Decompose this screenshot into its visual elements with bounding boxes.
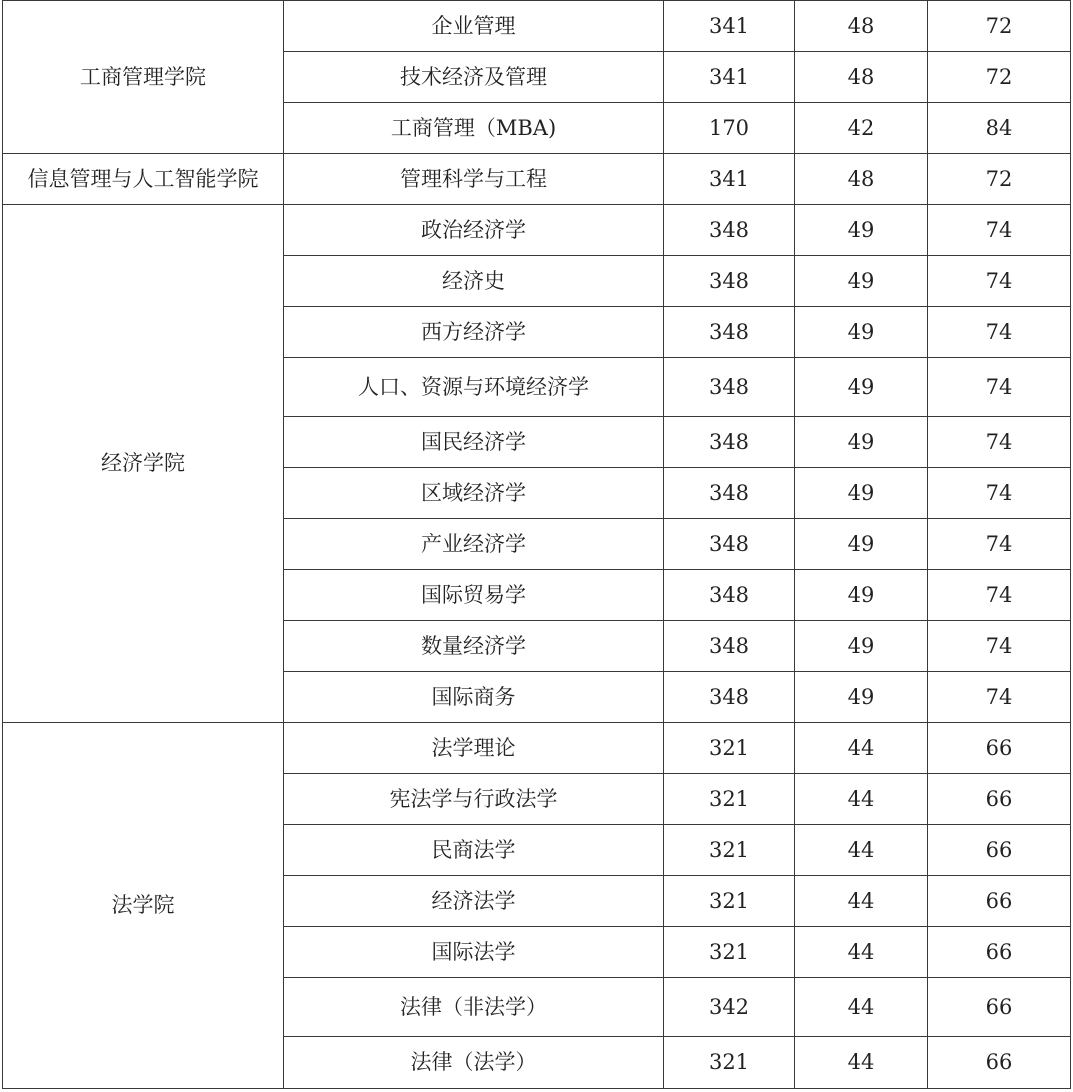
- single-subject-150-cell: 74: [928, 621, 1071, 672]
- single-subject-150-cell: 66: [928, 825, 1071, 876]
- major-cell: 国际商务: [284, 672, 664, 723]
- major-cell: 产业经济学: [284, 519, 664, 570]
- total-score-cell: 321: [664, 927, 795, 978]
- major-cell: 工商管理（MBA): [284, 103, 664, 154]
- total-score-cell: 342: [664, 978, 795, 1037]
- single-subject-100-cell: 48: [795, 1, 928, 52]
- single-subject-100-cell: 48: [795, 154, 928, 205]
- table-row: [3, 205, 1071, 256]
- major-cell: 数量经济学: [284, 621, 664, 672]
- total-score-cell: 348: [664, 621, 795, 672]
- score-table-body: [3, 1, 1071, 1089]
- single-subject-100-cell: 49: [795, 307, 928, 358]
- single-subject-100-cell: 49: [795, 621, 928, 672]
- single-subject-150-cell: 66: [928, 774, 1071, 825]
- single-subject-100-cell: 49: [795, 519, 928, 570]
- single-subject-100-cell: 44: [795, 927, 928, 978]
- single-subject-150-cell: 74: [928, 358, 1071, 417]
- single-subject-100-cell: 49: [795, 358, 928, 417]
- single-subject-150-cell: 74: [928, 672, 1071, 723]
- major-cell: 法学理论: [284, 723, 664, 774]
- single-subject-150-cell: 74: [928, 256, 1071, 307]
- major-cell: 管理科学与工程: [284, 154, 664, 205]
- major-cell: 法律（法学）: [284, 1037, 664, 1089]
- single-subject-100-cell: 44: [795, 825, 928, 876]
- table-row: [3, 1, 1071, 52]
- single-subject-150-cell: 66: [928, 1037, 1071, 1089]
- single-subject-150-cell: 74: [928, 417, 1071, 468]
- single-subject-150-cell: 74: [928, 468, 1071, 519]
- total-score-cell: 341: [664, 1, 795, 52]
- total-score-cell: 348: [664, 468, 795, 519]
- major-cell: 企业管理: [284, 1, 664, 52]
- single-subject-100-cell: 49: [795, 672, 928, 723]
- total-score-cell: 348: [664, 256, 795, 307]
- total-score-cell: 321: [664, 1037, 795, 1089]
- single-subject-100-cell: 49: [795, 256, 928, 307]
- single-subject-100-cell: 44: [795, 1037, 928, 1089]
- major-cell: 技术经济及管理: [284, 52, 664, 103]
- single-subject-150-cell: 74: [928, 519, 1071, 570]
- single-subject-150-cell: 66: [928, 927, 1071, 978]
- total-score-cell: 348: [664, 570, 795, 621]
- single-subject-100-cell: 44: [795, 723, 928, 774]
- major-cell: 国民经济学: [284, 417, 664, 468]
- single-subject-100-cell: 49: [795, 570, 928, 621]
- single-subject-100-cell: 49: [795, 468, 928, 519]
- total-score-cell: 321: [664, 876, 795, 927]
- total-score-cell: 170: [664, 103, 795, 154]
- single-subject-150-cell: 74: [928, 570, 1071, 621]
- single-subject-150-cell: 66: [928, 876, 1071, 927]
- major-cell: 宪法学与行政法学: [284, 774, 664, 825]
- score-table: [2, 0, 1071, 1089]
- major-cell: 人口、资源与环境经济学: [284, 358, 664, 417]
- major-cell: 区域经济学: [284, 468, 664, 519]
- single-subject-100-cell: 44: [795, 978, 928, 1037]
- major-cell: 法律（非法学）: [284, 978, 664, 1037]
- single-subject-150-cell: 72: [928, 1, 1071, 52]
- total-score-cell: 348: [664, 307, 795, 358]
- total-score-cell: 348: [664, 205, 795, 256]
- table-row: [3, 723, 1071, 774]
- major-cell: 西方经济学: [284, 307, 664, 358]
- college-cell: 法学院: [3, 723, 284, 1089]
- total-score-cell: 321: [664, 723, 795, 774]
- single-subject-150-cell: 66: [928, 978, 1071, 1037]
- single-subject-150-cell: 66: [928, 723, 1071, 774]
- major-cell: 国际法学: [284, 927, 664, 978]
- major-cell: 经济史: [284, 256, 664, 307]
- single-subject-100-cell: 49: [795, 417, 928, 468]
- college-cell: 工商管理学院: [3, 1, 284, 154]
- total-score-cell: 348: [664, 358, 795, 417]
- single-subject-100-cell: 44: [795, 876, 928, 927]
- total-score-cell: 341: [664, 52, 795, 103]
- single-subject-150-cell: 74: [928, 307, 1071, 358]
- table-row: [3, 154, 1071, 205]
- single-subject-150-cell: 74: [928, 205, 1071, 256]
- single-subject-100-cell: 48: [795, 52, 928, 103]
- major-cell: 国际贸易学: [284, 570, 664, 621]
- single-subject-150-cell: 72: [928, 154, 1071, 205]
- total-score-cell: 348: [664, 519, 795, 570]
- single-subject-150-cell: 72: [928, 52, 1071, 103]
- college-cell: 经济学院: [3, 205, 284, 723]
- college-cell: 信息管理与人工智能学院: [3, 154, 284, 205]
- total-score-cell: 348: [664, 417, 795, 468]
- major-cell: 经济法学: [284, 876, 664, 927]
- total-score-cell: 341: [664, 154, 795, 205]
- total-score-cell: 321: [664, 774, 795, 825]
- single-subject-100-cell: 42: [795, 103, 928, 154]
- single-subject-100-cell: 44: [795, 774, 928, 825]
- major-cell: 民商法学: [284, 825, 664, 876]
- major-cell: 政治经济学: [284, 205, 664, 256]
- total-score-cell: 321: [664, 825, 795, 876]
- single-subject-100-cell: 49: [795, 205, 928, 256]
- total-score-cell: 348: [664, 672, 795, 723]
- single-subject-150-cell: 84: [928, 103, 1071, 154]
